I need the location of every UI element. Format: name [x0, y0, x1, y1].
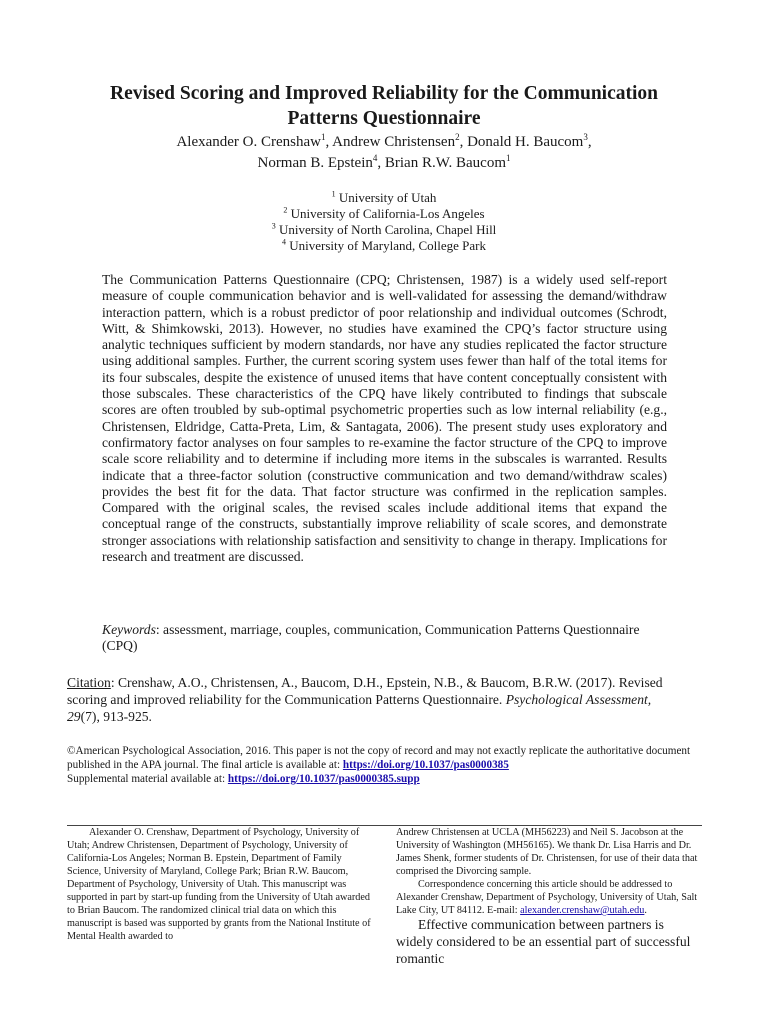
doi-link[interactable]: https://doi.org/10.1037/pas0000385 [342, 759, 509, 771]
author-name: Alexander O. Crenshaw [176, 134, 321, 150]
keywords-label: Keywords [102, 622, 156, 637]
abstract-paragraph: The Communication Patterns Questionnaire (CPQ; Christensen, 1987) is a widely used self-report measure of couple communication behavior and is well-validated for assessing the demand/withdraw interaction pattern, which is a robust predictor of poor relationship and individual outcomes (Schrodt, Witt, & Shimkowski, 2013). However, no studies have examined the CPQ’s factor structure using analytic techniques sufficient by modern standards, nor have any studies replicated the factor structure using additional samples. Further, the current scoring system uses fewer than half of the total items for its four subscales, despite the existence of unused items that have content conceptually consistent with those subscales. These characteristics of the CPQ have likely contributed to findings that subscale scores are often troubled by sub-optimal psychometric properties such as low internal reliability (e.g., Christensen, Eldridge, Catta-Preta, Lim, & Santagata, 2006). The present study uses exploratory and confirmatory factor analyses on four samples to re-examine the factor structure of the CPQ to improve scale score reliability and to determine if including more items in the subscales is warranted. Results indicate that a three-factor solution (constructive communication and two demand/withdraw scales) provides the best fit for the data. That factor structure was confirmed in the replication samples. Compared with the original scales, the revised scales include additional items that expand the conceptual range of the constructs, substantially improve reliability of scale scores, and demonstrate stronger associations with relationship satisfaction and sensitivity to change in therapy. Implications for research and treatment are discussed. [102, 272, 667, 565]
title-line-1: Revised Scoring and Improved Reliability for the Communication [110, 83, 658, 105]
author-note-right-column [396, 826, 702, 917]
author-name: Norman B. Epstein [257, 155, 373, 171]
keywords-text: : assessment, marriage, couples, communication, Communication Patterns Questionnaire (CPQ) [102, 622, 640, 654]
author-note-funding: Andrew Christensen at UCLA (MH56223) and Neil S. Jacobson at the University of Washington (MH56165). We thank Dr. Lisa Harris and Dr. James Shenk, former students of Dr. Christensen, for use of their data that comprised the Divorcing sample. [396, 827, 698, 877]
author-affil-sup: 1 [506, 153, 511, 163]
author-affil-sup: 3 [583, 132, 588, 142]
author-affil-sup: 1 [320, 132, 326, 142]
author-line-2: Norman B. Epstein$^4$, Brian R.W. Baucom$^1$ [257, 153, 511, 171]
author-name: Andrew Christensen [332, 134, 456, 150]
supplemental-doi-link[interactable]: https://doi.org/10.1037/pas0000385.supp [227, 773, 420, 785]
author-name: Donald H. Baucom [467, 134, 584, 150]
author-note-left-column: Alexander O. Crenshaw, Department of Psychology, University of Utah; Andrew Christensen, Department of Psychology, University of California-Los Angeles; Norman B. Epstein, Department of Family Science, University of Maryland, College Park; Brian R.W. Baucom, Department of Psychology, University of Utah. This manuscript was supported in part by start-up funding from the University of Utah awarded to Brian Baucom. The randomized clinical trial data on which this manuscript is based was supported by grants from the National Institute of Mental Health awarded to [67, 827, 371, 942]
citation-label: Citation [67, 675, 111, 690]
keywords [102, 622, 667, 655]
author-name: Brian R.W. Baucom [384, 155, 506, 171]
affiliation-item: $^3$ University of North Carolina, Chapel Hill [271, 221, 497, 237]
author-list [80, 132, 688, 174]
affiliation-list [80, 190, 688, 254]
email-link[interactable]: alexander.crenshaw@utah.edu [520, 905, 645, 916]
copyright-notice: ©American Psychological Association, 2016. This paper is not the copy of record and may not exactly replicate the authoritative document published in the APA journal. The final article is available at: https://doi.org/10.1037/pas0000385 Supplemental material available at: https://doi.org/10.1037/pas0000385.supp [67, 745, 691, 785]
body-text-start: Effective communication between partners is widely considered to be an essential part of successful romantic [396, 917, 691, 966]
affiliation-item: $^1$ University of Utah [331, 189, 437, 205]
title-line-2: Patterns Questionnaire [287, 108, 481, 130]
author-note-correspondence: Correspondence concerning this article should be addressed to Alexander Crenshaw, Department of Psychology, University of Utah, Salt Lake City, UT 84112. E-mail: alexander.crenshaw@utah.edu. [396, 879, 698, 916]
author-line-1: Alexander O. Crenshaw$^1$, Andrew Christensen$^2$, Donald H. Baucom$^3$, [176, 132, 592, 150]
author-affil-sup: 2 [455, 132, 460, 142]
citation-journal: Psychological Assessment, 29 [67, 692, 652, 724]
citation: Citation: Crenshaw, A.O., Christensen, A., Baucom, D.H., Epstein, N.B., & Baucom, B.R.W. (2017). Revised scoring and improved reliability for the Communication Patterns Questionnaire. Psychological Assessment, 29(7), 913-925. [67, 675, 663, 724]
affiliation-item: $^2$ University of California-Los Angeles [283, 205, 485, 221]
paper-title [80, 81, 688, 131]
author-affil-sup: 4 [372, 153, 378, 163]
affiliation-item: $^4$ University of Maryland, College Park [281, 237, 486, 253]
